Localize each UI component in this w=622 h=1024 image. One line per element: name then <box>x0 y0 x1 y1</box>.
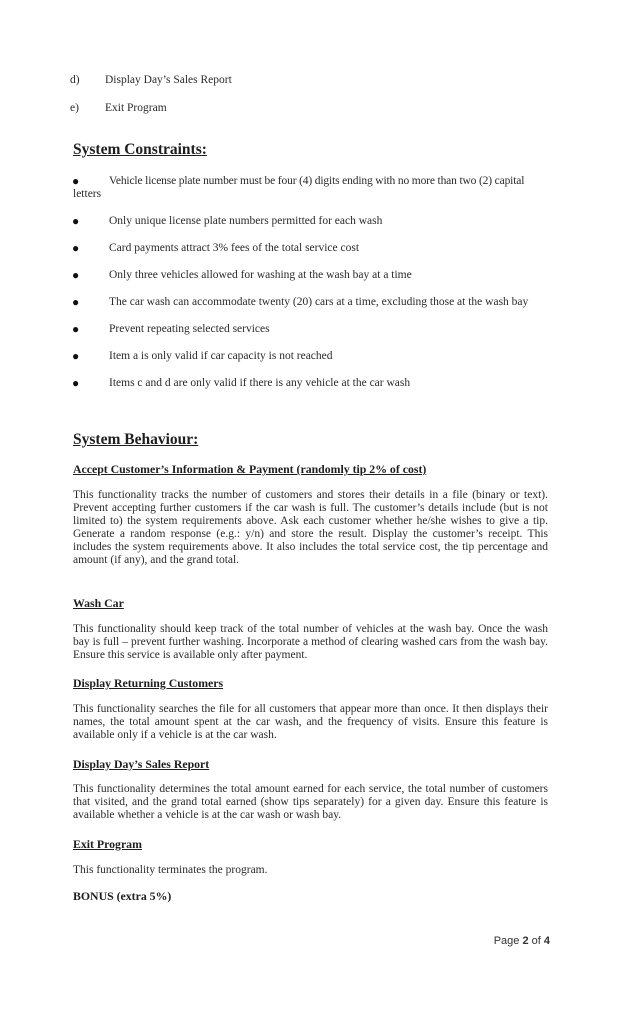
bullet-icon: ● <box>72 349 80 363</box>
section-body-sales-report: This functionality determines the total amount earned for each service, the total number of customers that visited, and the grand total earned (show tips separately) for a given day. Ensure this feature is available whether a vehicle is at the car wash or wash bay. <box>73 783 548 821</box>
page-current: 2 <box>522 935 529 947</box>
page-number <box>494 935 550 947</box>
bullet-icon: ● <box>72 214 80 228</box>
bonus-label: BONUS (extra 5%) <box>73 889 172 903</box>
constraint-item: The car wash can accommodate twenty (20) cars at a time, excluding those at the wash bay <box>109 296 529 308</box>
section-body-accept-customer: This functionality tracks the number of customers and stores their details in a file (binary or text). Prevent accepting further customers if the car wash is full. The customer’s details include (but is not limited to) the system requirements above. Ask each customer whether he/she wishes to give a tip. Generate a random response (e.g.: y/n) and store the result. Display the customer’s receipt. This includes the system requirements above. It also includes the total service cost, the tip percentage and amount (if any), and the grand total. <box>73 489 548 566</box>
menu-item-e <box>70 102 79 115</box>
page-prefix: Page <box>493 935 523 947</box>
constraint-item: Prevent repeating selected services <box>109 323 270 335</box>
constraint-item: Items c and d are only valid if there is any vehicle at the car wash <box>109 377 411 389</box>
menu-item-e-text: Exit Program <box>105 102 167 114</box>
constraint-item: Card payments attract 3% fees of the total service cost <box>109 242 360 254</box>
section-title-sales-report: Display Day’s Sales Report <box>73 757 210 771</box>
page-sep: of <box>528 935 544 947</box>
section-body-exit-program: This functionality terminates the program. <box>73 864 268 876</box>
constraint-item: Only three vehicles allowed for washing at the wash bay at a time <box>109 269 412 281</box>
bullet-icon: ● <box>72 322 80 336</box>
bullet-icon: ● <box>72 241 80 255</box>
section-body-returning-customers: This functionality searches the file for all customers that appear more than once. It then displays their names, the total amount spent at the car wash, and the frequency of visits. Ensure this feature is available only if a vehicle is at the car wash. <box>73 703 548 741</box>
menu-item-d-text: Display Day’s Sales Report <box>105 74 232 86</box>
menu-item-letter: e) <box>70 102 79 114</box>
section-title-accept-customer: Accept Customer’s Information & Payment (randomly tip 2% of cost) <box>73 462 427 476</box>
bullet-icon: ● <box>72 268 80 282</box>
constraint-item-wrap: letters <box>73 188 102 200</box>
bullet-icon: ● <box>72 295 80 309</box>
constraints-heading: System Constraints: <box>73 141 207 158</box>
section-title-exit-program: Exit Program <box>73 837 142 851</box>
section-body-wash-car: This functionality should keep track of the total number of vehicles at the wash bay. Once the wash bay is full – prevent further washing. Incorporate a method of clearing washed cars from the wash bay. Ensure this service is available only after payment. <box>73 623 548 661</box>
behaviour-heading: System Behaviour: <box>73 431 199 448</box>
constraint-item: Item a is only valid if car capacity is not reached <box>109 350 333 362</box>
menu-item-d <box>70 74 80 87</box>
constraint-item: Only unique license plate numbers permitted for each wash <box>109 215 383 227</box>
page-total: 4 <box>543 935 550 947</box>
constraint-item: Vehicle license plate number must be four (4) digits ending with no more than two (2) capital <box>109 175 525 187</box>
bullet-icon: ● <box>72 174 80 188</box>
menu-item-letter: d) <box>70 74 80 86</box>
bullet-icon: ● <box>72 376 80 390</box>
section-title-wash-car: Wash Car <box>73 596 124 610</box>
section-title-returning-customers: Display Returning Customers <box>73 676 224 690</box>
